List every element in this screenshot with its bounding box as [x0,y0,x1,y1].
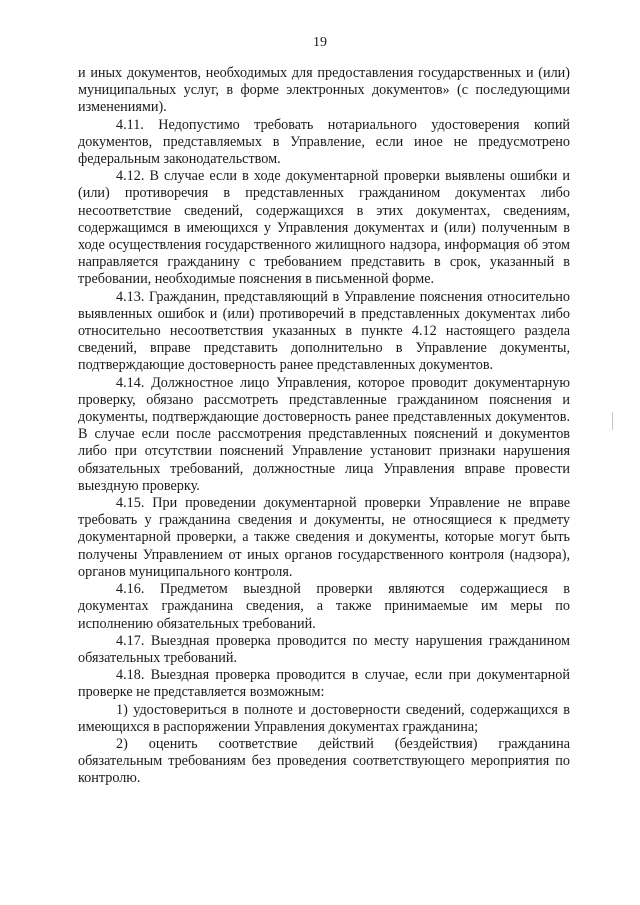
paragraph-4-17: 4.17. Выездная проверка проводится по месту нарушения гражданином обязательных требований. [78,632,570,666]
document-body [78,65,570,788]
paragraph-4-14: 4.14. Должностное лицо Управления, которое проводит документарную проверку, обязано рассмотреть представленные гражданином пояснения и документы, подтверждающие достоверность ранее представленных документов. В случае если после рассмотрения представленных пояснений и документов либо при отсутствии пояснений Управление установит признаки нарушения обязательных требований, должностные лица Управления вправе провести выездную проверку. [78,374,570,494]
paragraph-4-12: 4.12. В случае если в ходе документарной проверки выявлены ошибки и (или) противоречия в представленных гражданином документах либо несоответствие сведений, содержащихся в этих документах, сведениям, содержащимся в имеющихся у Управления документах и (или) полученным в ходе осуществления государственного жилищного надзора, информация об этом направляется гражданину с требованием представить в срок, указанный в требовании, необходимые пояснения в письменной форме. [78,168,570,288]
paragraph-4-15: 4.15. При проведении документарной проверки Управление не вправе требовать у гражданина сведения и документы, не относящиеся к предмету документарной проверки, а также сведения и документы, которые могут быть получены Управлением от иных органов государственного контроля (надзора), органов муниципального контроля. [78,495,570,580]
paragraph-continuation: и иных документов, необходимых для предоставления государственных и (или) муниципальных услуг, в форме электронных документов» (с последующими изменениями). [78,65,570,116]
list-item-2: 2) оценить соответствие действий (бездействия) гражданина обязательным требованиям без проведения соответствующего мероприятия по контролю. [78,735,570,787]
paragraph-4-13: 4.13. Гражданин, представляющий в Управление пояснения относительно выявленных ошибок и (или) противоречий в представленных документах либо относительно несоответствия указанных в пункте 4.12 настоящего раздела сведений, вправе представить дополнительно в Управление документы, подтверждающие достоверность ранее представленных документов. [78,288,570,374]
paragraph-4-11: 4.11. Недопустимо требовать нотариального удостоверения копий документов, представляемых в Управление, если иное не предусмотрено федеральным законодательством. [78,116,570,168]
page-number: 19 [313,35,327,50]
list-item-1: 1) удостовериться в полноте и достоверности сведений, содержащихся в имеющихся в распоряжении Управления документах гражданина; [78,701,570,735]
paragraph-4-18: 4.18. Выездная проверка проводится в случае, если при документарной проверке не представляется возможным: [78,667,570,701]
paragraph-4-16: 4.16. Предметом выездной проверки являются содержащиеся в документах гражданина сведения, а также принимаемые им меры по исполнению обязательных требований. [78,581,570,632]
margin-mark [612,412,613,430]
